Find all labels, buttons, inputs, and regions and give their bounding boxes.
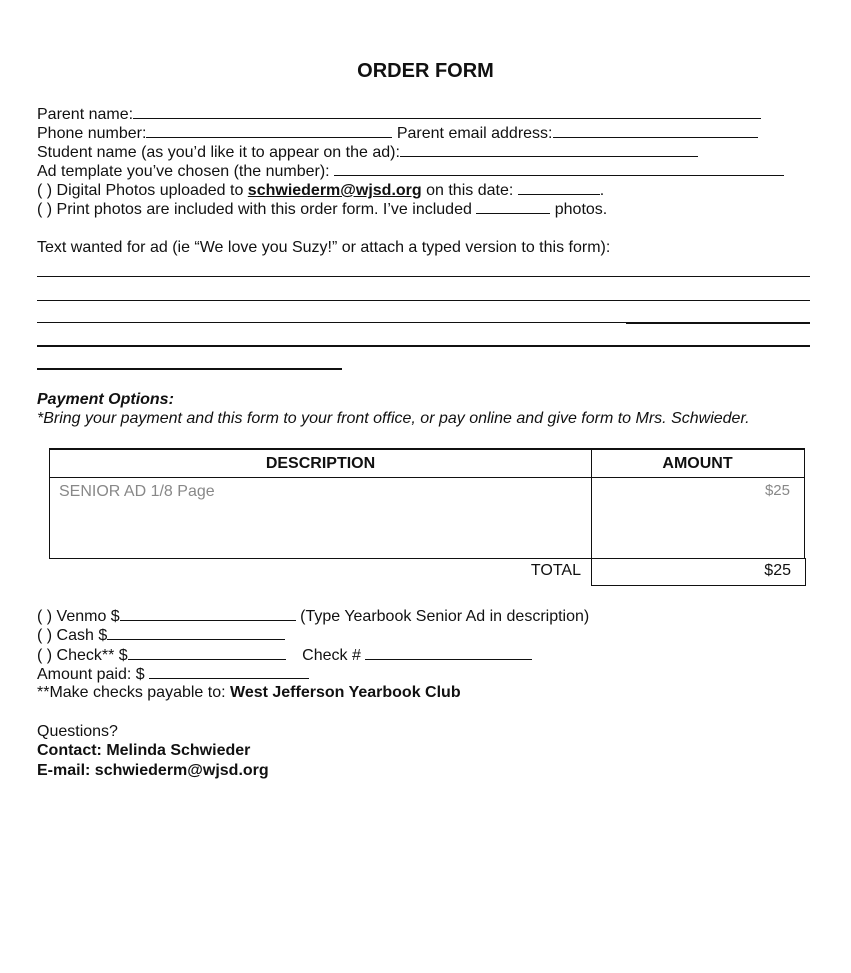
print-photos-count-field[interactable] <box>476 199 550 214</box>
questions-label: Questions? <box>37 723 118 740</box>
contact-email[interactable]: E-mail: schwiederm@wjsd.org <box>37 762 269 779</box>
check-row <box>37 645 532 665</box>
phone-number-field[interactable] <box>146 123 392 138</box>
phone-number-label: Phone number: <box>37 125 147 142</box>
check-number-field[interactable] <box>365 645 532 660</box>
amount-paid-label: Amount paid: $ <box>37 666 145 683</box>
total-label: TOTAL <box>530 562 581 579</box>
payable-to: West Jefferson Yearbook Club <box>230 684 461 701</box>
payment-instruction: *Bring your payment and this form to your front office, or pay online and give form to Mrs. Schwieder. <box>37 410 750 427</box>
total-amount: $25 <box>591 558 806 586</box>
check-amount-field[interactable] <box>128 645 286 660</box>
check-number-label: Check # <box>302 647 361 664</box>
parent-name-label: Parent name: <box>37 106 134 123</box>
payable-label: **Make checks payable to: <box>37 684 230 701</box>
venmo-note: (Type Yearbook Senior Ad in description) <box>295 608 590 625</box>
cash-option[interactable]: ( ) Cash $ <box>37 627 108 644</box>
parent-email-field[interactable] <box>553 123 758 138</box>
parent-email-label: Parent email address: <box>396 125 553 142</box>
ad-text-line-3-emphasis <box>626 322 810 324</box>
venmo-amount-field[interactable] <box>120 606 296 621</box>
upload-email-link[interactable]: schwiederm@wjsd.org <box>247 182 422 199</box>
payable-row <box>37 683 461 702</box>
digital-photos-label: ( ) Digital Photos uploaded to <box>37 182 248 199</box>
ad-template-row <box>37 161 784 181</box>
parent-name-field[interactable] <box>133 104 761 119</box>
print-photos-row <box>37 199 607 219</box>
table-row-description: SENIOR AD 1/8 Page <box>49 478 592 559</box>
ad-text-line-2[interactable] <box>37 300 810 301</box>
payment-heading: Payment Options: <box>37 391 174 408</box>
check-option[interactable]: ( ) Check** $ <box>37 647 128 664</box>
ad-text-line-4[interactable] <box>37 345 810 347</box>
page-title: ORDER FORM <box>357 60 494 82</box>
cash-row <box>37 625 285 645</box>
cash-amount-field[interactable] <box>107 625 285 640</box>
student-name-field[interactable] <box>400 142 698 157</box>
print-photos-label: ( ) Print photos are included with this order form. I’ve included <box>37 201 477 218</box>
student-name-row <box>37 142 698 162</box>
ad-text-line-5[interactable] <box>37 368 342 370</box>
text-wanted-label: Text wanted for ad (ie “We love you Suzy!” or attach a typed version to this form): <box>37 239 611 256</box>
upload-date-field[interactable] <box>518 180 600 195</box>
venmo-option[interactable]: ( ) Venmo $ <box>37 608 120 625</box>
digital-photos-row: ( ) Digital Photos uploaded to schwiederm@wjsd.org on this date: . <box>37 182 605 199</box>
contact-name: Contact: Melinda Schwieder <box>37 742 251 759</box>
amount-paid-field[interactable] <box>149 664 309 679</box>
ad-text-line-1[interactable] <box>37 276 810 277</box>
amount-paid-row <box>37 664 309 684</box>
ad-template-label: Ad template you’ve chosen (the number): <box>37 163 330 180</box>
amount-header: AMOUNT <box>591 450 805 478</box>
digital-photos-date-label: on this date: <box>421 182 518 199</box>
phone-email-row <box>37 123 758 143</box>
parent-name-row <box>37 104 761 124</box>
table-row-amount: $25 <box>591 478 805 559</box>
venmo-row <box>37 606 589 626</box>
print-photos-suffix: photos. <box>550 201 608 218</box>
description-header: DESCRIPTION <box>49 450 592 478</box>
student-name-label: Student name (as you’d like it to appear on the ad): <box>37 144 400 161</box>
ad-template-field[interactable] <box>334 161 784 176</box>
